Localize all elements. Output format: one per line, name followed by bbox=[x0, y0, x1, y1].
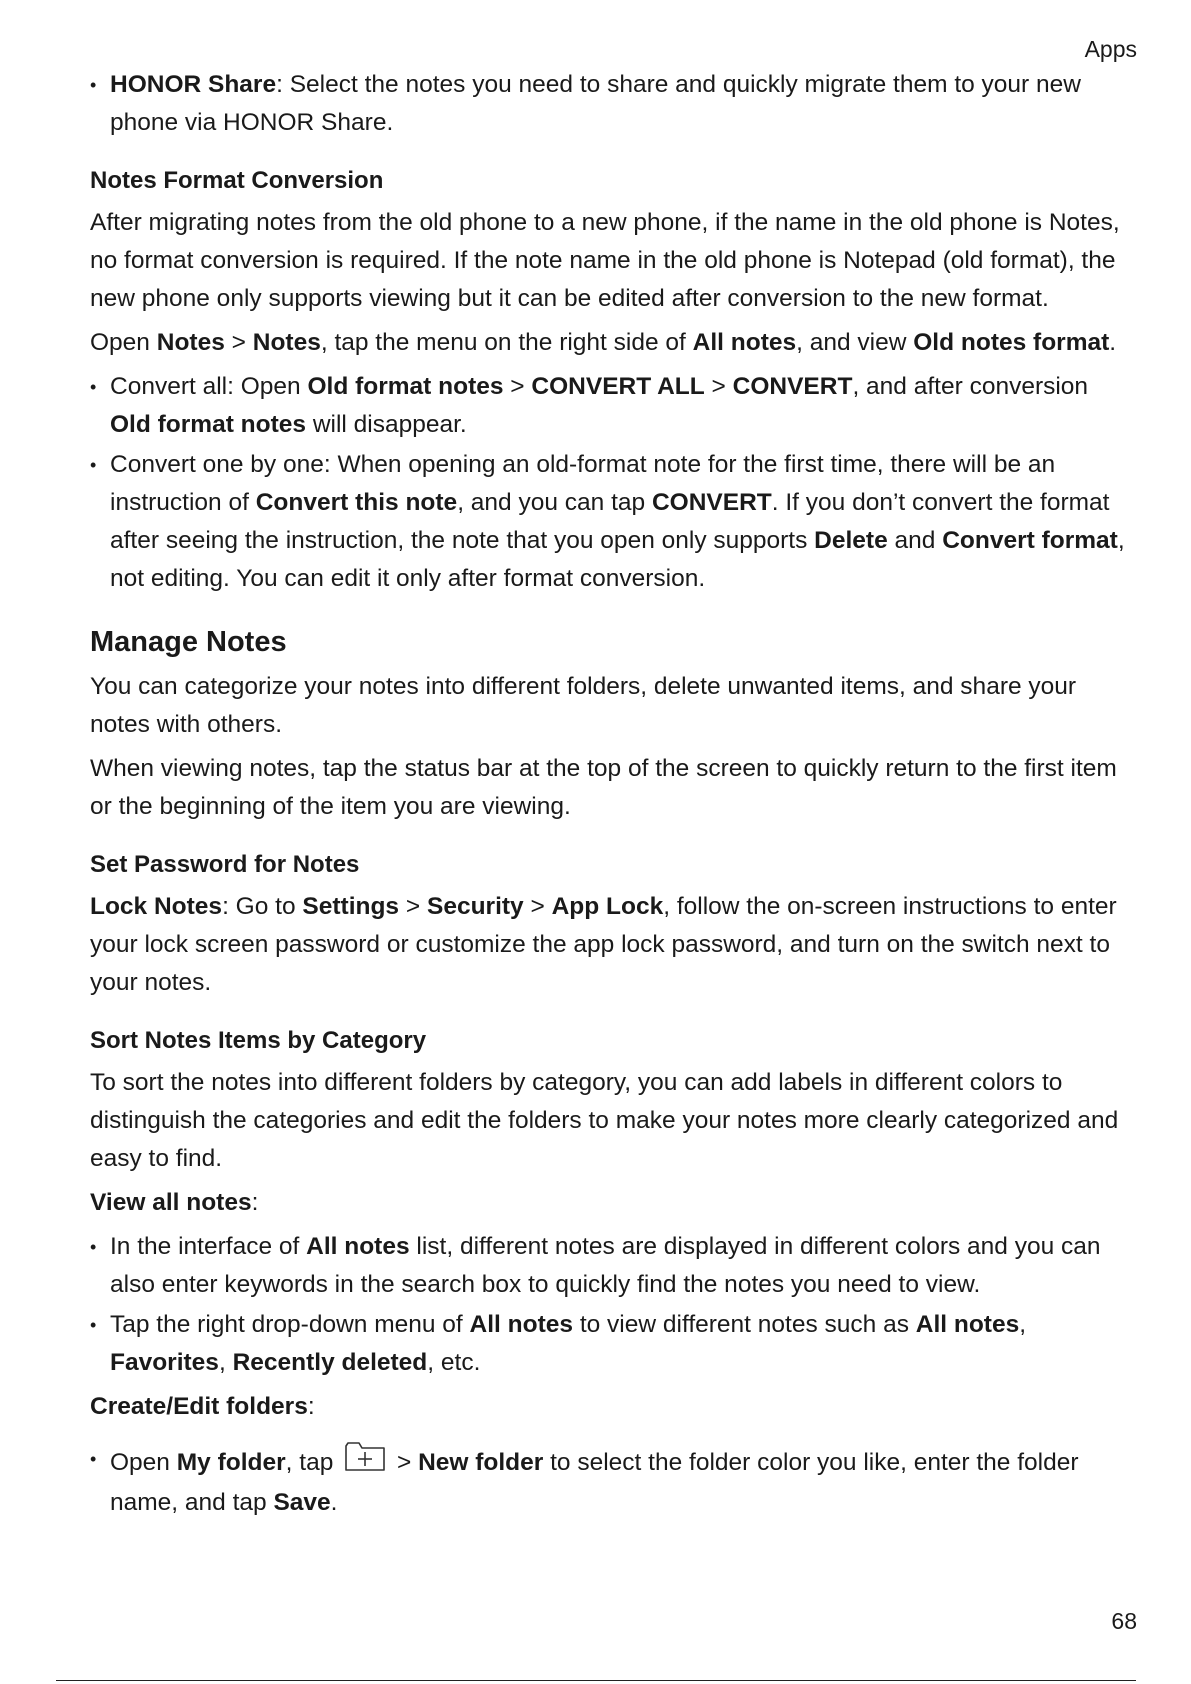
bullet: • bbox=[90, 75, 97, 95]
paragraph: Lock Notes: Go to Settings > Security > App Lock, follow the on-screen instructions to enter your lock screen password or customize the app lock password, and turn on the switch next to your notes. bbox=[90, 893, 1117, 996]
paragraph: After migrating notes from the old phone to a new phone, if the name in the old phone is Notes, no format conversion is required. If the note name in the old phone is Notepad (old format), the new phone only supports viewing but it can be edited after conversion to the new format. bbox=[90, 209, 1120, 312]
share-list bbox=[90, 66, 1126, 142]
bold-term: HONOR Share bbox=[110, 71, 277, 98]
page-number: 68 bbox=[1111, 1608, 1137, 1634]
bullet: • bbox=[90, 1315, 97, 1335]
paragraph: Open Notes > Notes, tap the menu on the right side of All notes, and view Old notes format. bbox=[90, 329, 1117, 356]
section-heading: Set Password for Notes bbox=[90, 851, 360, 878]
list-item: • Convert all: Open Old format notes > CONVERT ALL > CONVERT, and after conversion Old format notes will disappear. bbox=[90, 368, 1126, 444]
section-heading: Notes Format Conversion bbox=[90, 167, 384, 194]
bullet: • bbox=[90, 377, 97, 397]
subheading: Create/Edit folders: bbox=[90, 1393, 315, 1420]
footer-divider bbox=[56, 1680, 1136, 1681]
paragraph: When viewing notes, tap the status bar at the top of the screen to quickly return to the first item or the beginning of the item you are viewing. bbox=[90, 755, 1117, 820]
view-list bbox=[90, 1228, 1126, 1382]
bullet: • bbox=[90, 1237, 97, 1257]
list-item: • Tap the right drop-down menu of All notes to view different notes such as All notes, Favorites, Recently deleted, etc. bbox=[90, 1306, 1126, 1382]
conversion-list bbox=[90, 368, 1126, 598]
new-folder-icon bbox=[344, 1440, 386, 1484]
list-item: • In the interface of All notes list, different notes are displayed in different colors and you can also enter keywords in the search box to quickly find the notes you need to view. bbox=[90, 1228, 1126, 1304]
list-item bbox=[90, 66, 1126, 142]
section-heading: Sort Notes Items by Category bbox=[90, 1027, 427, 1054]
page-content bbox=[90, 66, 1126, 1528]
list-item: • Open My folder, tap > New folder to select the folder color you like, enter the folder name, and tap Save. bbox=[90, 1440, 1126, 1522]
paragraph: You can categorize your notes into different folders, delete unwanted items, and share your notes with others. bbox=[90, 673, 1077, 738]
bullet: • bbox=[90, 455, 97, 475]
text: : Select the notes you need to share and quickly migrate them to your new phone via HONOR Share. bbox=[110, 71, 1081, 136]
section-header: Apps bbox=[1084, 36, 1137, 62]
bullet: • bbox=[90, 1449, 97, 1469]
paragraph: To sort the notes into different folders by category, you can add labels in different colors to distinguish the categories and edit the folders to make your notes more clearly categorized and easy to find. bbox=[90, 1069, 1119, 1172]
page-title: Manage Notes bbox=[90, 626, 287, 658]
list-item: • Convert one by one: When opening an old-format note for the first time, there will be an instruction of Convert this note, and you can tap CONVERT. If you don’t convert the format after seeing the instruction, the note that you open only supports Delete and Convert format, not editing. You can edit it only after format conversion. bbox=[90, 446, 1126, 598]
subheading: View all notes: bbox=[90, 1189, 259, 1216]
create-list bbox=[90, 1440, 1126, 1522]
